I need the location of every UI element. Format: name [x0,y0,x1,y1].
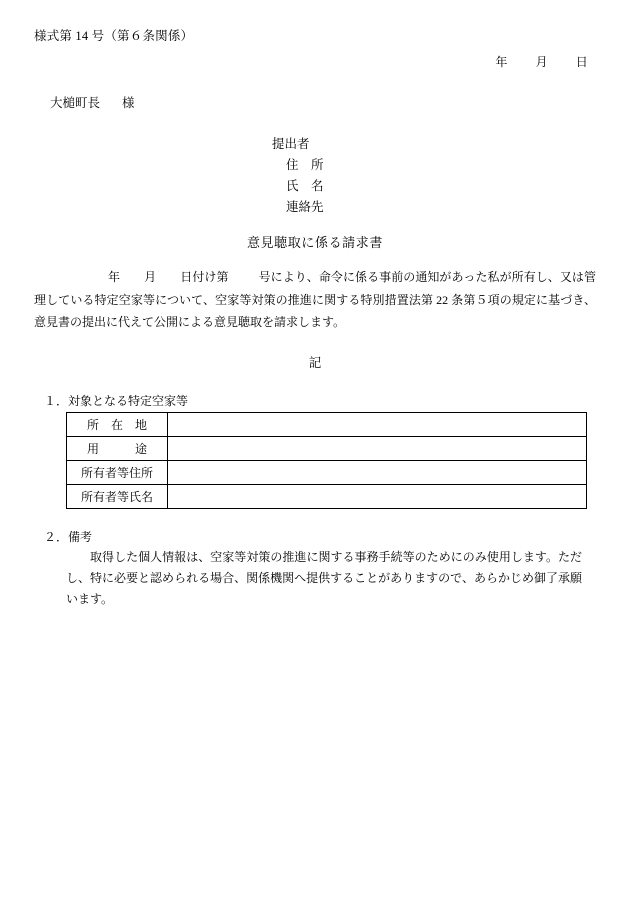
date-month-label: 月 [535,55,548,69]
date-day-label: 日 [575,55,588,69]
submitter-address-row [0,155,630,176]
body-date-label: 日付け第 [180,270,229,284]
table-row [67,413,587,437]
table-row [67,461,587,485]
submitter-name-label: 氏 名 [286,179,324,193]
row-label-owner-address: 所有者等住所 [67,461,168,485]
section1-title: １．対象となる特定空家等 [44,394,189,408]
date-line [495,53,588,70]
body-paragraph [34,266,596,334]
addressee [50,93,135,111]
section2-body [66,547,582,610]
row-value-use[interactable] [168,437,587,461]
target-property-table [66,412,587,509]
body-year-label: 年 [108,270,121,284]
row-label-owner-name: 所有者等氏名 [67,485,168,509]
section2-line2: に必要と認められる場合、関係機関へ提供することがありますので、あらかじめ御了承願います。 [66,571,582,606]
submitter-address-label: 住 所 [286,158,324,172]
submitter-heading: 提出者 [272,137,310,151]
submitter-contact-label: 連絡先 [286,200,324,214]
body-text-part3: 書の提出に代えて公開による意見聴取を請求します。 [58,315,346,329]
addressee-name: 大槌町長 [50,96,101,110]
page-title: 意見聴取に係る請求書 [246,235,383,250]
body-month-label: 月 [144,270,157,284]
row-value-owner-address[interactable] [168,461,587,485]
row-label-use: 用 途 [67,437,168,461]
section2-line1: 取得した個人情報は、空家等対策の推進に関する事務手続等のためにのみ使用します。ただし、特 [66,550,582,585]
ki-marker: 記 [308,356,322,370]
row-label-location: 所 在 地 [67,413,168,437]
body-text-part2: ている特定空家等について、空家等対策の推進に関する特別措置法第 22 条第５項の規定に基づき、意見 [34,292,596,329]
table-row [67,437,587,461]
row-value-owner-name[interactable] [168,485,587,509]
table-row [67,485,587,509]
submitter-block [0,134,630,218]
submitter-heading-row [0,134,630,155]
submitter-name-row [0,176,630,197]
date-year-label: 年 [495,55,508,69]
body-number-text: 号により、命令に係る事前の通知があった私が所有し、又は管理し [34,270,596,307]
form-number: 様式第 14 号（第６条関係） [34,29,194,43]
submitter-contact-row [0,197,630,218]
row-value-location[interactable] [168,413,587,437]
addressee-honorific: 様 [122,96,135,110]
section2-title: ２．備考 [44,530,93,544]
